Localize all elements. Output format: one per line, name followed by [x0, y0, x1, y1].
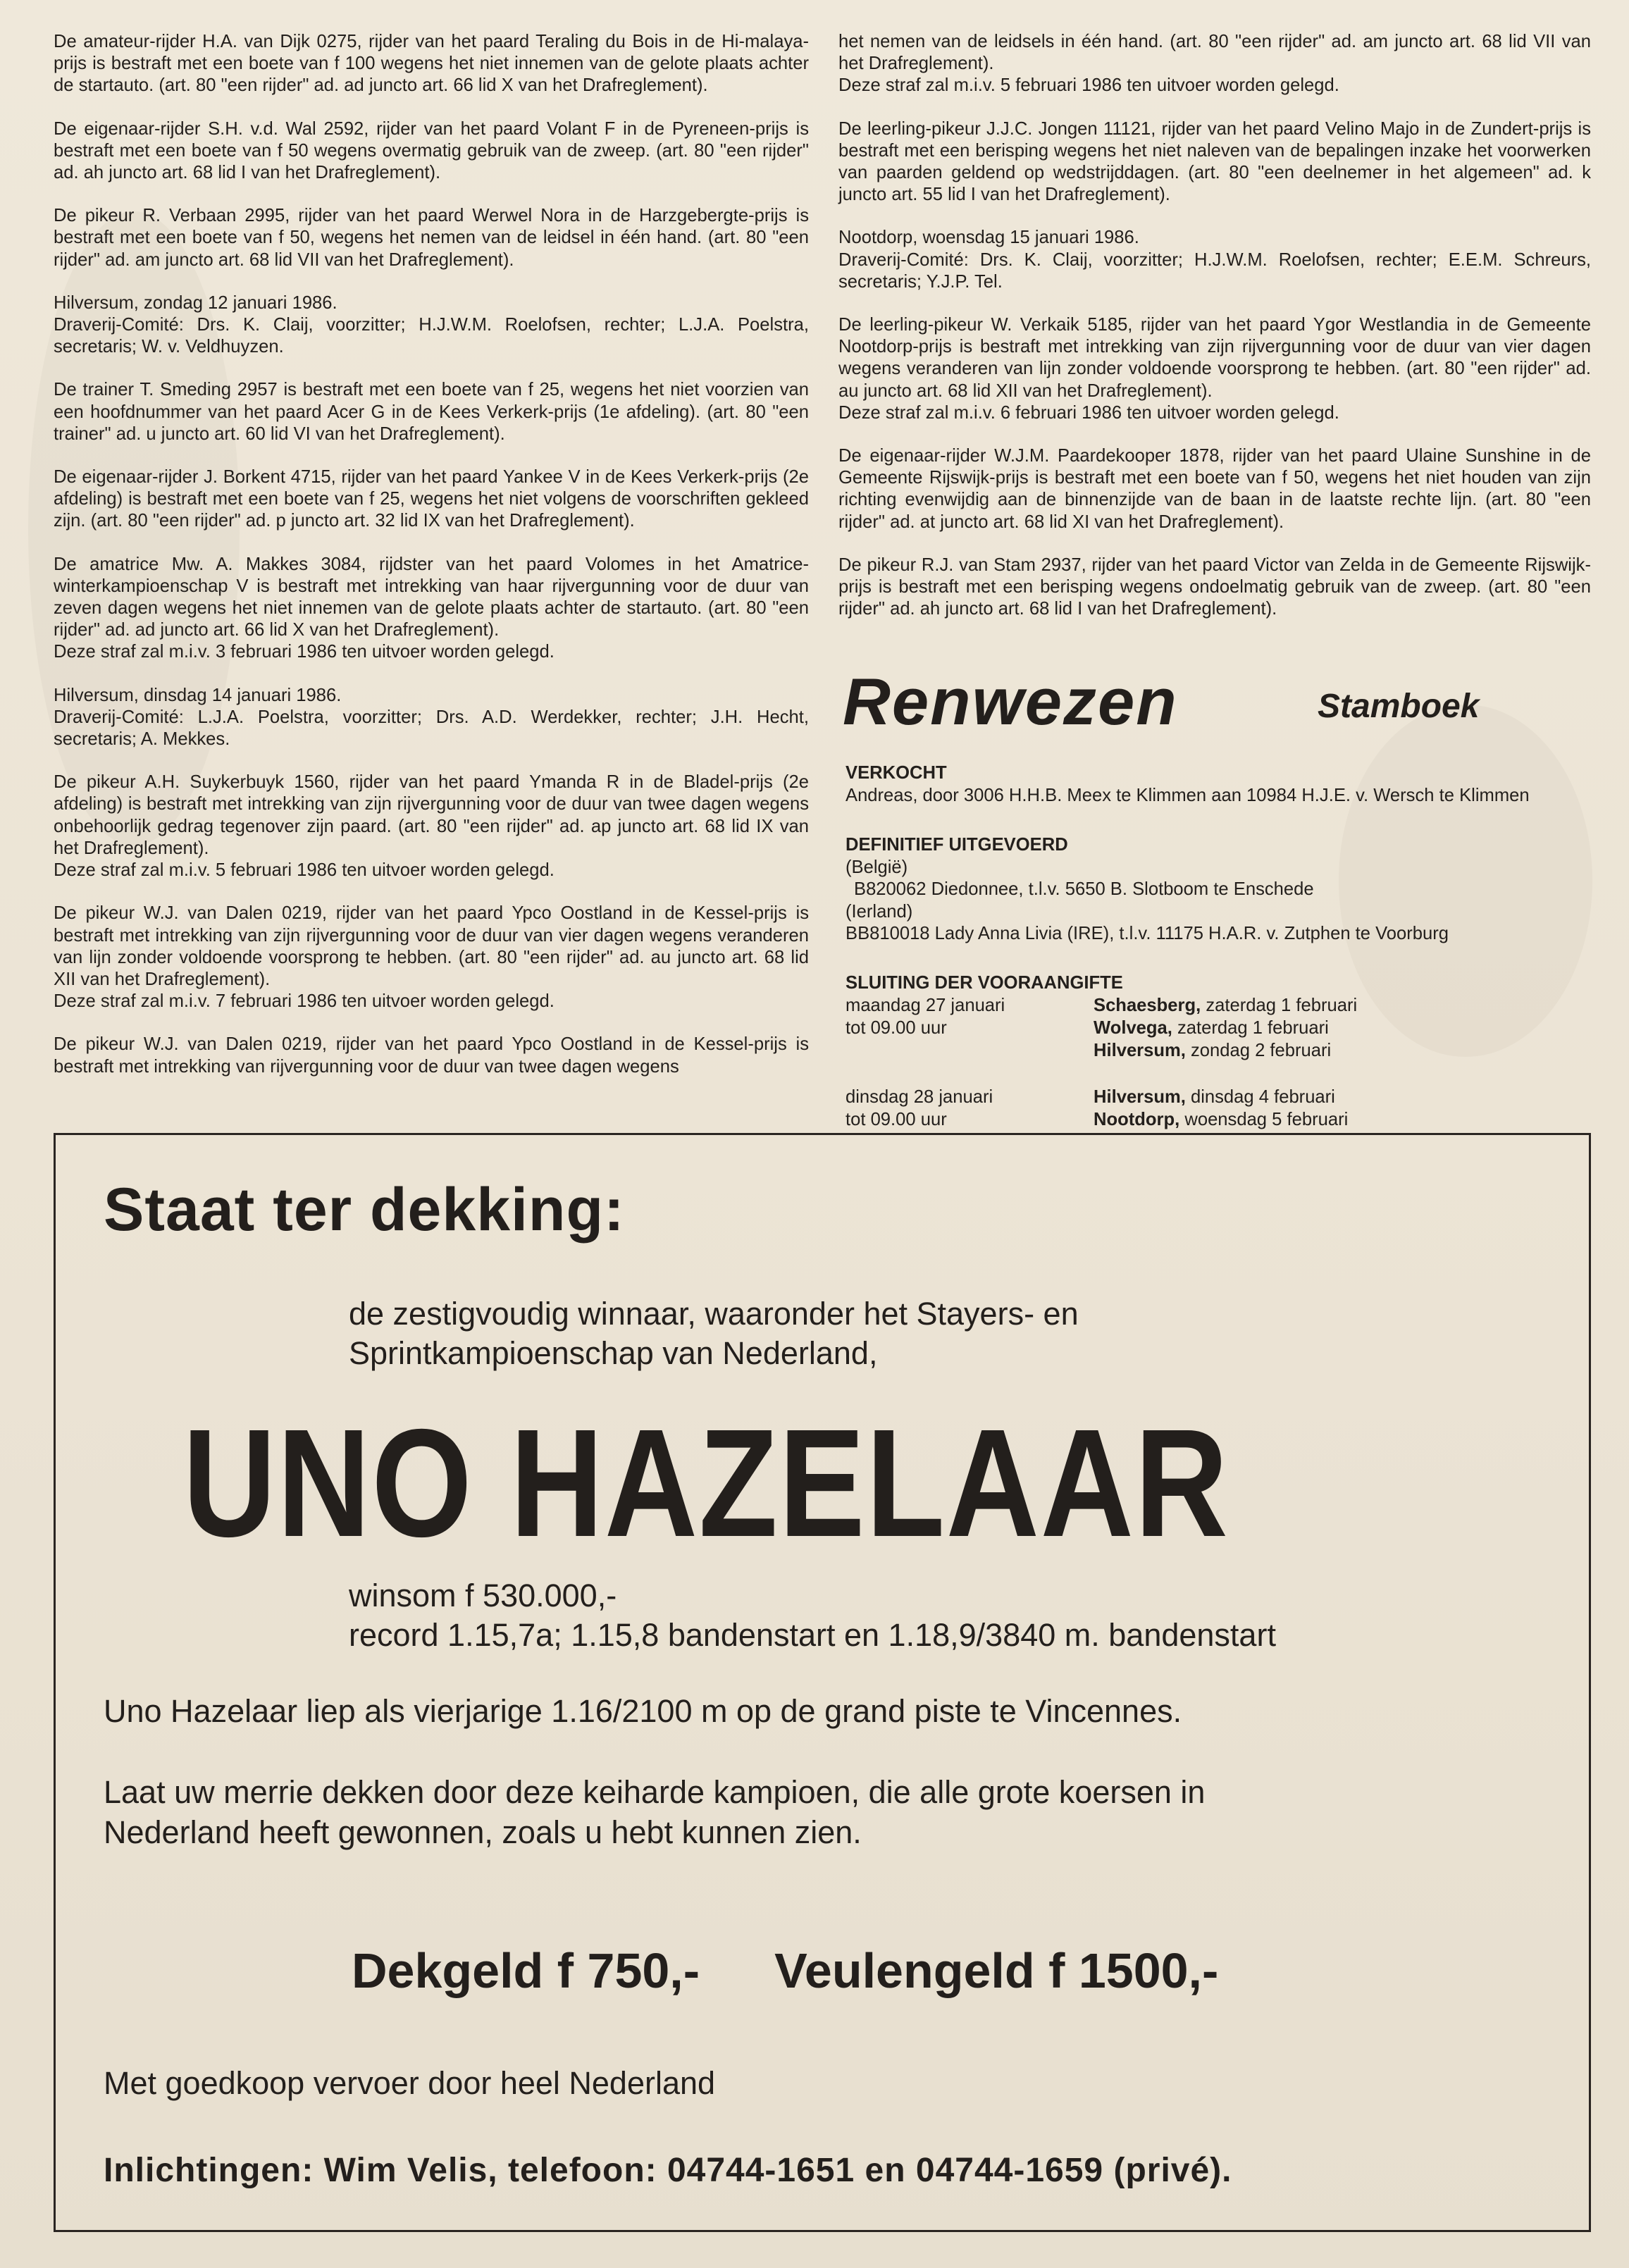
ad-stats [349, 1576, 1276, 1655]
article-paragraph: Hilversum, dinsdag 14 januari 1986. Draverij-Comité: L.J.A. Poelstra, voorzitter; Drs. A.D. Werdekker, rechter; J.H. Hecht, secretaris; A. Mekkes. [54, 685, 809, 750]
right-column [838, 31, 1591, 641]
stud-advertisement [54, 1133, 1591, 2232]
sluiting-heading: SLUITING DER VOORAANGIFTE [846, 973, 1123, 993]
article-paragraph: Hilversum, zondag 12 januari 1986. Draverij-Comité: Drs. K. Claij, voorzitter; H.J.W.M. Roelofsen, rechter; L.J.A. Poelstra, secretaris; W. v. Veldhuyzen. [54, 292, 809, 357]
article-paragraph: De leerling-pikeur J.J.C. Jongen 11121, rijder van het paard Velino Majo in de Zundert-prijs is bestraft met een berisping wegens het niet naleven van de bepalingen inzake het voorwerken van paarden geldend op wedstrijddagen. (art. 80 "een deelnemer in het algemeen" ad. k juncto art. 55 lid I van het Drafreglement). [838, 118, 1591, 205]
verkocht-text: Andreas, door 3006 H.H.B. Meex te Klimmen aan 10984 H.J.E. v. Wersch te Klimmen [846, 785, 1530, 805]
schedule-place: Schaesberg, [1094, 996, 1201, 1015]
schedule-entry [1094, 995, 1357, 1017]
schedule-entry [1094, 1040, 1331, 1062]
left-column [54, 31, 809, 1078]
schedule-deadline: maandag 27 januari [846, 996, 1005, 1015]
schedule-place: Nootdorp, [1094, 1110, 1180, 1129]
ad-contact-info: Inlichtingen: Wim Velis, telefoon: 04744-1651 en 04744-1659 (privé). [104, 2152, 1232, 2189]
article-paragraph: De eigenaar-rijder S.H. v.d. Wal 2592, rijder van het paard Volant F in de Pyreneen-prijs is bestraft met een boete van f 50 wegens overmatig gebruik van de zweep. (art. 80 "een rijder" ad. ah juncto art. 68 lid I van het Drafreglement). [54, 118, 809, 183]
article-paragraph: De amateur-rijder H.A. van Dijk 0275, rijder van het paard Teraling du Bois in de Hi-malaya-prijs is bestraft met een boete van f 100 wegens het niet innemen van de gelote plaats achter de startauto. (art. 80 "een rijder" ad. ad juncto art. 66 lid X van het Drafreglement). [54, 32, 809, 96]
article-paragraph: De pikeur A.H. Suykerbuyk 1560, rijder van het paard Ymanda R in de Bladel-prijs (2e afdeling) is bestraft met intrekking van zijn rijvergunning voor de duur van twee dagen wegens onbehoorlijk gedrag tegenover zijn paard. (art. 80 "een rijder" ad. ap juncto art. 68 lid IX van het Drafreglement). Deze straf zal m.i.v. 5 februari 1986 ten uitvoer worden gelegd. [54, 772, 809, 881]
article-paragraph: De pikeur R.J. van Stam 2937, rijder van het paard Victor van Zelda in de Gemeente Rijswijk-prijs is bestraft met een berisping wegens ondoelmatig gebruik van de zweep. (art. 80 "een rijder" ad. ah juncto art. 68 lid I van het Drafreglement). [838, 554, 1591, 619]
article-paragraph: De pikeur W.J. van Dalen 0219, rijder van het paard Ypco Oostland in de Kessel-prijs is bestraft met intrekking van zijn rijvergunning voor de duur van vier dagen wegens veranderen van lijn zonder voldoende voorsprong te hebben. (art. 80 "een rijder" ad. au juncto art. 68 lid XII van het Drafreglement). Deze straf zal m.i.v. 7 februari 1986 ten uitvoer worden gelegd. [54, 903, 809, 1012]
ad-paragraph-line: Nederland heeft gewonnen, zoals u hebt kunnen zien. [104, 1814, 862, 1850]
schedule-date: zaterdag 1 februari [1201, 996, 1358, 1015]
article-paragraph: De leerling-pikeur W. Verkaik 5185, rijder van het paard Ygor Westlandia in de Gemeente Nootdorp-prijs is bestraft met intrekking van zijn rijvergunning voor de duur van vier dagen wegens veranderen van lijn zonder voldoende voorsprong te hebben. (art. 80 "een rijder" ad. au juncto art. 68 lid XII van het Drafreglement). Deze straf zal m.i.v. 6 februari 1986 ten uitvoer worden gelegd. [838, 315, 1591, 423]
article-paragraph: het nemen van de leidsels in één hand. (art. 80 "een rijder" ad. am juncto art. 68 lid VII van het Drafreglement). Deze straf zal m.i.v. 5 februari 1986 ten uitvoer worden gelegd. [838, 32, 1591, 96]
uitgevoerd-line: (België) [846, 857, 908, 877]
schedule-date: zaterdag 1 februari [1172, 1018, 1329, 1038]
schedule-entry [1094, 1109, 1348, 1132]
ad-intro-line: Sprintkampioenschap van Nederland, [349, 1335, 878, 1371]
sluiting-heading-block [846, 972, 1592, 995]
schedule-date: dinsdag 4 februari [1185, 1087, 1335, 1107]
schedule-deadline: dinsdag 28 januari [846, 1087, 993, 1107]
schedule-entry [1094, 1086, 1335, 1109]
schedule-place: Hilversum, [1094, 1041, 1186, 1060]
schedule-date: woensdag 5 februari [1179, 1110, 1349, 1129]
uitgevoerd-heading: DEFINITIEF UITGEVOERD [846, 835, 1068, 855]
verkocht-block [846, 762, 1592, 807]
uitgevoerd-line: BB810018 Lady Anna Livia (IRE), t.l.v. 11175 H.A.R. v. Zutphen te Voorburg [846, 924, 1449, 943]
article-paragraph: Nootdorp, woensdag 15 januari 1986. Draverij-Comité: Drs. K. Claij, voorzitter; H.J.W.M. Roelofsen, rechter; E.E.M. Schreurs, secretaris; Y.J.P. Tel. [838, 228, 1591, 292]
ad-paragraph-line: Laat uw merrie dekken door deze keiharde kampioen, die alle grote koersen in [104, 1774, 1206, 1810]
veulengeld: Veulengeld f 1500,- [774, 1943, 1219, 1998]
verkocht-heading: VERKOCHT [846, 763, 947, 783]
section-title: Renwezen [843, 664, 1178, 738]
ad-stats-line: record 1.15,7a; 1.15,8 bandenstart en 1.18,9/3840 m. bandenstart [349, 1617, 1276, 1653]
schedule-entry [1094, 1017, 1329, 1040]
horse-name: UNO HAZELAAR [182, 1398, 1230, 1569]
article-paragraph: De amatrice Mw. A. Makkes 3084, rijdster van het paard Volomes in het Amatrice-winterkampioenschap V is bestraft met intrekking van haar rijvergunning voor de duur van zeven dagen wegens het niet innemen van de gelote plaats achter de startauto. (art. 80 "een rijder" ad. ad juncto art. 66 lid X van het Drafreglement). Deze straf zal m.i.v. 3 februari 1986 ten uitvoer worden gelegd. [54, 554, 809, 662]
schedule-deadline: tot 09.00 uur [846, 1110, 947, 1129]
article-paragraph: De pikeur R. Verbaan 2995, rijder van het paard Werwel Nora in de Harzgebergte-prijs is bestraft met een boete van f 50, wegens het nemen van de leidsel in één hand. (art. 80 "een rijder" ad. am juncto art. 68 lid VII van het Drafreglement). [54, 206, 809, 270]
schedule-deadline: tot 09.00 uur [846, 1018, 947, 1038]
ad-heading: Staat ter dekking: [104, 1176, 625, 1244]
schedule-date: zondag 2 februari [1185, 1041, 1332, 1060]
article-paragraph: De eigenaar-rijder W.J.M. Paardekooper 1878, rijder van het paard Ulaine Sunshine in de Gemeente Rijswijk-prijs is bestraft met een boete van f 50, wegens het niet houden van zijn richting evenwijdig aan de binnenzijde van de baan in de laatste rechte lijn. (art. 80 "een rijder" ad. at juncto art. 68 lid XI van het Drafreglement). [838, 446, 1591, 532]
uitgevoerd-block [846, 834, 1592, 946]
ad-fees [352, 1942, 1218, 1999]
ad-intro [349, 1294, 1079, 1373]
schedule-place: Wolvega, [1094, 1018, 1172, 1038]
ad-intro-line: de zestigvoudig winnaar, waaronder het Stayers- en [349, 1296, 1079, 1332]
dekgeld: Dekgeld f 750,- [352, 1943, 700, 1998]
article-paragraph: De eigenaar-rijder J. Borkent 4715, rijder van het paard Yankee V in de Kees Verkerk-prijs (2e afdeling) is bestraft met een boete van f 25, wegens het niet volgens de voorschriften gekleed zijn. (art. 80 "een rijder" ad. p juncto art. 32 lid IX van het Drafreglement). [54, 467, 809, 531]
article-paragraph: De pikeur W.J. van Dalen 0219, rijder van het paard Ypco Oostland in de Kessel-prijs is bestraft met intrekking van rijvergunning voor de duur van twee dagen wegens [54, 1034, 809, 1077]
renwezen-header [843, 664, 1590, 744]
uitgevoerd-line: B820062 Diedonnee, t.l.v. 5650 B. Slotboom te Enschede [854, 879, 1314, 899]
ad-stats-line: winsom f 530.000,- [349, 1578, 617, 1613]
ad-paragraph [104, 1772, 1527, 1852]
schedule-place: Hilversum, [1094, 1087, 1186, 1107]
ad-transport: Met goedkoop vervoer door heel Nederland [104, 2065, 716, 2101]
ad-paragraph: Uno Hazelaar liep als vierjarige 1.16/2100 m op de grand piste te Vincennes. [104, 1693, 1182, 1729]
section-subtitle: Stamboek [1318, 688, 1480, 725]
article-paragraph: De trainer T. Smeding 2957 is bestraft met een boete van f 25, wegens het niet voorzien van een hoofdnummer van het paard Acer G in de Kees Verkerk-prijs (1e afdeling). (art. 80 "een trainer" ad. u juncto art. 60 lid VI van het Drafreglement). [54, 380, 809, 444]
uitgevoerd-line: (Ierland) [846, 901, 913, 922]
